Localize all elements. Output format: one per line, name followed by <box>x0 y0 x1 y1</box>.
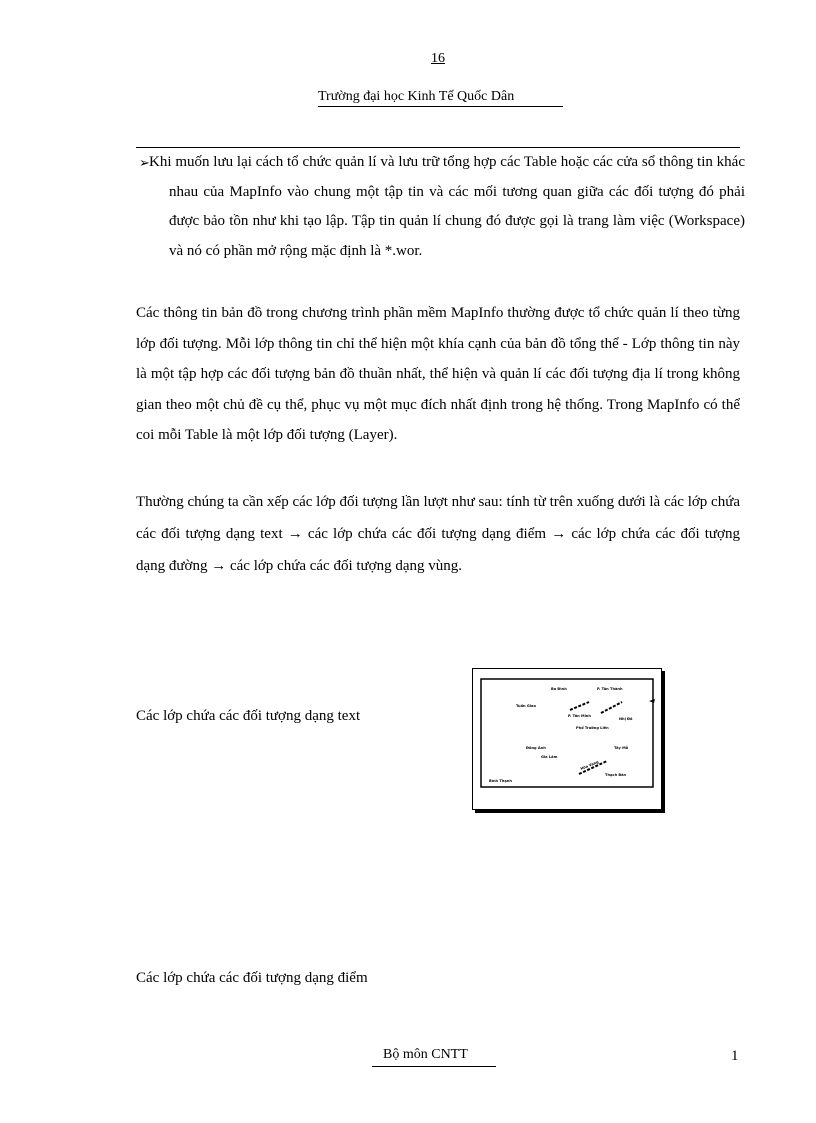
header-underline <box>318 106 563 107</box>
map-label: P. Tân Thành <box>597 687 623 691</box>
map-label: Gia Lâm <box>541 755 558 759</box>
map-label: Nhị Đô <box>619 717 633 721</box>
footer-page-number: 1 <box>731 1048 739 1064</box>
map-label: Ba Đình <box>551 687 567 691</box>
school-name: Trường đại học Kinh Tế Quốc Dân <box>318 89 515 104</box>
map-label: Hòa Vang <box>579 759 600 771</box>
workspace-bullet <box>139 148 745 266</box>
header-page-number: 16 <box>431 51 445 66</box>
paragraph-layer-order: Thường chúng ta cần xếp các lớp đối tượng lần lượt như sau: tính từ trên xuống dưới là các lớp chứa các đối tượng dạng text → các lớp chứa các đối tượng dạng điểm → các lớp chứa các đối tượng dạng đường → các lớp chứa các đối tượng dạng vùng. <box>136 494 740 574</box>
map-label: Tây Mỗ <box>614 746 629 750</box>
paragraph-layers: Các thông tin bản đồ trong chương trình phần mềm MapInfo thường được tổ chức quản lí theo từng lớp đối tượng. Mỗi lớp thông tin chỉ thể hiện một khía cạnh của bản đồ tổng thể - Lớp thông tin này là một tập hợp các đối tượng bản đồ thuần nhất, thể hiện và quản lí các đối tượng địa lí trong không gian theo một chủ đề cụ thể, phục vụ một mục đích nhất định trong hệ thống. Trong MapInfo có thể coi mỗi Table là một lớp đối tượng (Layer). <box>136 305 740 444</box>
footer-department: Bộ môn CNTT <box>383 1047 468 1062</box>
map-label: Thạch Bàn <box>605 773 627 777</box>
arrow-bullet-icon: ➢ <box>139 155 150 170</box>
map-label: Bình Thạnh <box>489 779 512 783</box>
text-layer-label: Các lớp chứa các đối tượng dạng text <box>136 708 361 724</box>
point-layer-label: Các lớp chứa các đối tượng dạng điểm <box>136 970 368 986</box>
text-layer-map-image <box>472 668 662 810</box>
map-label: Phố Trường Liên <box>576 726 609 730</box>
map-label: Đông Anh <box>526 746 546 750</box>
bullet-text: Khi muốn lưu lại cách tổ chức quản lí và lưu trữ tổng hợp các Table hoặc các cửa sổ thông tin khác nhau của MapInfo vào chung một tập tin và các mối tương quan giữa các đối tượng đó phải được bảo tồn như khi tạo lập. Tập tin quản lí chung đó được gọi là trang làm việc (Workspace) và nó có phần mở rộng mặc định là *.wor. <box>149 154 745 259</box>
map-label: Tuần Giao <box>516 704 536 708</box>
footer-underline <box>372 1066 496 1067</box>
map-label: P. Tân Minh <box>568 714 591 718</box>
